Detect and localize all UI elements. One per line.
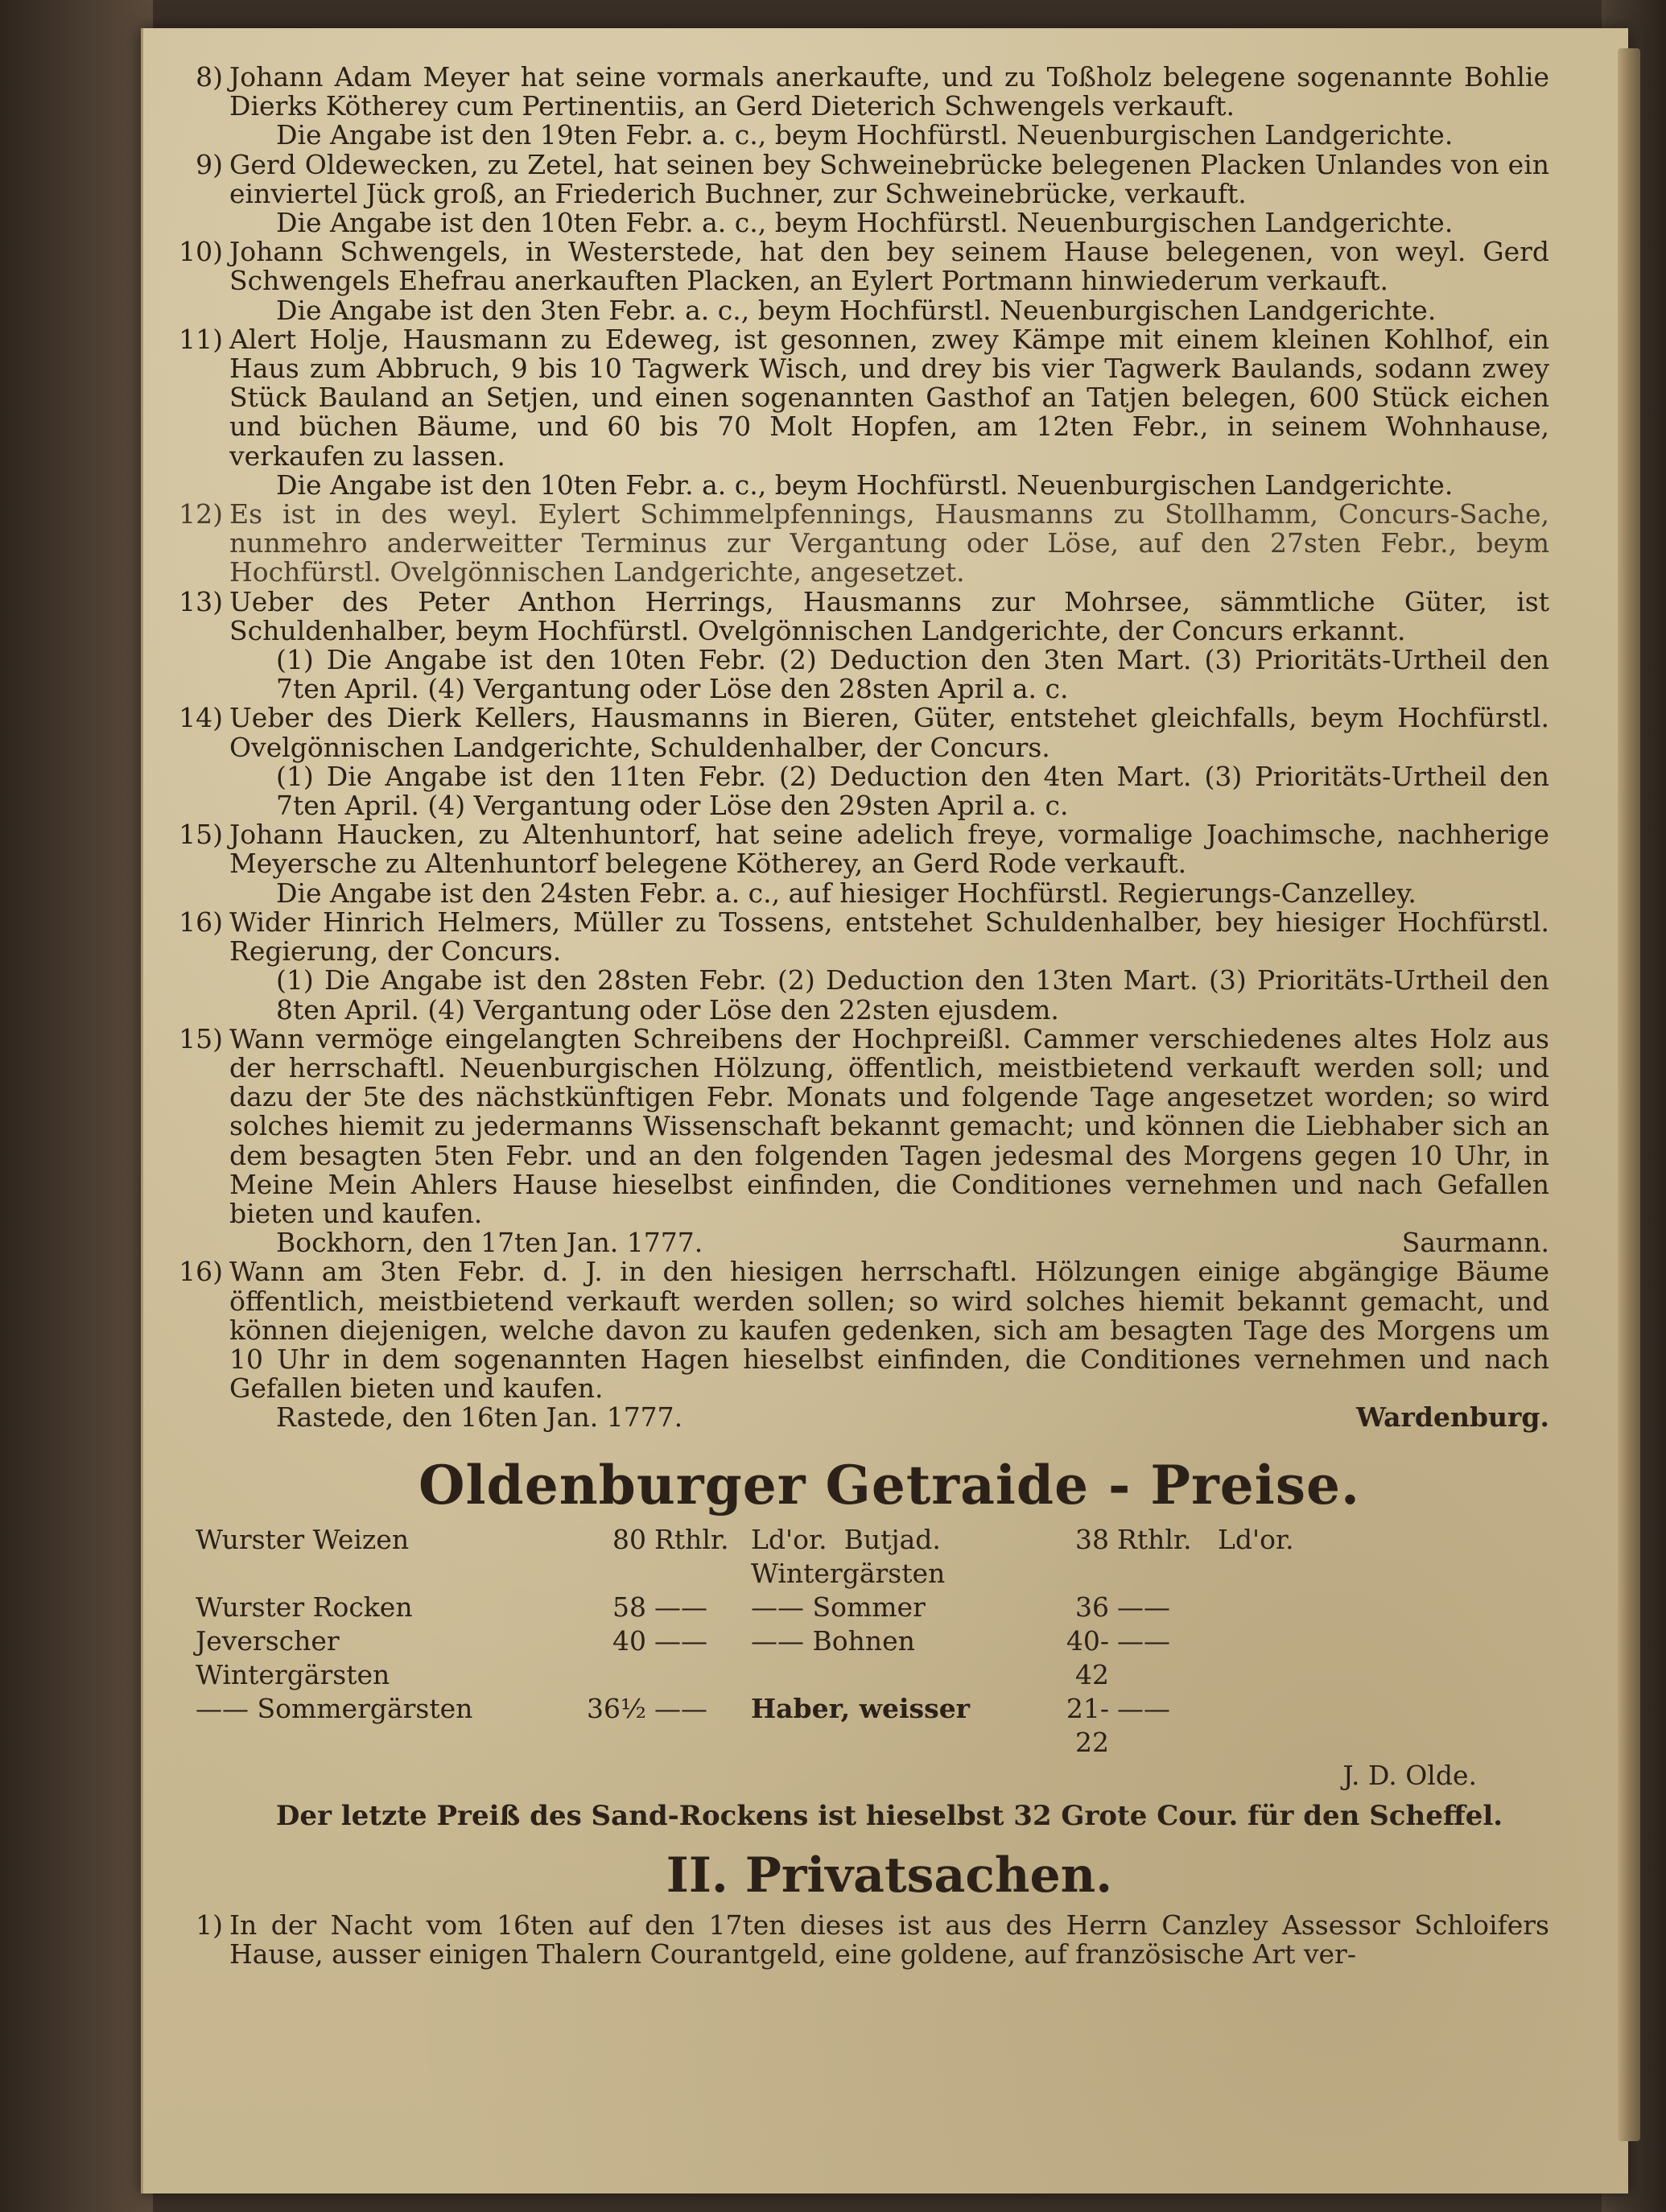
price-cell: ——: [654, 1591, 707, 1623]
entry-text: Wider Hinrich Helmers, Müller zu Tossens, entstehet Schuldenhalber, bey hiesiger Hochfürstl. Regierung, der Concurs.: [229, 906, 1549, 968]
entry-text: Ueber des Peter Anthon Herrings, Hausmanns zur Mohrsee, sämmtliche Güter, ist Schuldenhalber, beym Hochfürstl. Ovelgönnischen Landgerichte, der Concurs erkannt.: [229, 585, 1549, 646]
notice-entry-16: [179, 906, 1549, 1026]
price-cell: Haber, weisser: [751, 1692, 971, 1724]
price-cell: Butjad. Wintergärsten: [751, 1523, 946, 1589]
price-cell: 80: [612, 1523, 646, 1555]
entry-number: 16): [179, 1256, 223, 1288]
price-cell: ——: [654, 1624, 707, 1657]
entry-signature-line: [229, 1228, 1549, 1257]
entry-text: Alert Holje, Hausmann zu Edeweg, ist gesonnen, zwey Kämpe mit einem kleinen Kohlhof, ein Haus zum Abbruch, 9 bis 10 Tagwerk Wisch, und drey bis vier Tagwerk Baulands, sodann zwey Stück Bauland an Setjen, und einen sogenannten Gasthof an Tatjen belegen, 600 Stück eichen und büchen Bäume, und 60 bis 70 Molt Hopfen, am 12ten Febr., in seinem Wohnhause, verkaufen zu lassen.: [229, 323, 1549, 472]
notice-entry-16-tree-sale: [179, 1256, 1549, 1434]
entry-number: 8): [196, 61, 223, 93]
entry-number: 14): [179, 702, 223, 734]
entry-place-date: Bockhorn, den 17ten Jan. 1777.: [276, 1227, 703, 1259]
notice-entry-13: [179, 585, 1549, 705]
grain-prices-table: [196, 1523, 1549, 1760]
price-cell: ——: [1117, 1692, 1170, 1724]
entry-text: Johann Schwengels, in Westerstede, hat den bey seinem Hause belegenen, von weyl. Gerd Schwengels Ehefrau anerkauften Placken, an Eylert Portmann hinwiederum verkauft.: [229, 236, 1549, 297]
entry-statement: Die Angabe ist den 3ten Febr. a. c., beym Hochfürstl. Neuenburgischen Landgerichte.: [276, 294, 1437, 326]
entry-statement: Die Angabe ist den 24sten Febr. a. c., auf hiesiger Hochfürstl. Regierungs-Canzelley.: [276, 877, 1417, 909]
price-cell: 36½: [587, 1692, 646, 1724]
price-cell: Rthlr.: [1117, 1523, 1192, 1555]
private-matters-heading: II. Privatsachen.: [666, 1847, 1113, 1904]
entry-text: Gerd Oldewecken, zu Zetel, hat seinen bey Schweinebrücke belegenen Placken Unlandes von ein einviertel Jück groß, an Friederich Buchner, zur Schweinebrücke, verkauft.: [229, 148, 1549, 209]
entry-signature-line: [229, 1403, 1549, 1432]
entry-signer: Saurmann.: [1401, 1227, 1549, 1259]
price-cell: [1218, 1591, 1322, 1624]
entry-signer: Wardenburg.: [1355, 1401, 1549, 1434]
entry-number: 13): [179, 585, 223, 617]
grain-prices-heading: Oldenburger Getraide - Preise.: [418, 1453, 1360, 1517]
price-cell: [1218, 1624, 1322, 1692]
price-cell: 40-42: [1066, 1624, 1109, 1690]
entry-place-date: Rastede, den 16ten Jan. 1777.: [276, 1401, 683, 1434]
private-entry-1: [196, 1909, 1549, 1970]
sand-rye-price-note: Der letzte Preiß des Sand-Rockens ist hieselbst 32 Grote Cour. für den Scheffel.: [275, 1799, 1503, 1832]
price-cell: 38: [1075, 1523, 1109, 1555]
entry-text: In der Nacht vom 16ten auf den 17ten dieses ist aus des Herrn Canzley Assessor Schloifers Hause, ausser einigen Thalern Courantgeld, eine goldene, auf französische Art ver-: [229, 1909, 1549, 1970]
price-cell: 58: [612, 1591, 646, 1623]
entry-number: 9): [196, 148, 223, 180]
entry-schedule: (1) Die Angabe ist den 10ten Febr. (2) Deduction den 3ten Mart. (3) Prioritäts-Urtheil den 7ten April. (4) Vergantung oder Löse den 28sten April a. c.: [276, 644, 1549, 705]
entry-statement: Die Angabe ist den 19ten Febr. a. c., beym Hochfürstl. Neuenburgischen Landgerichte.: [276, 119, 1454, 151]
entry-statement: Die Angabe ist den 10ten Febr. a. c., beym Hochfürstl. Neuenburgischen Landgerichte.: [276, 207, 1454, 239]
price-cell: Wurster Rocken: [196, 1591, 413, 1623]
entry-text: Wann vermöge eingelangten Schreibens der Hochpreißl. Cammer verschiedenes altes Holz aus der herrschaftl. Neuenburgischen Hölzung, öffentlich, meistbietend verkauft werden soll; und dazu der 5te des nächstkünftigen Febr. Monats und folgende Tage angesetzet worden; so wird solches hiemit zu jedermanns Wissenschaft bekannt gemacht; und können die Liebhaber sich an dem besagten 5ten Febr. und an den folgenden Tagen jedesmal des Morgens gegen 10 Uhr, in Meine Mein Ahlers Hause hieselbst einfinden, die Conditiones vernehmen und nach Gefallen bieten und kaufen.: [229, 1022, 1549, 1229]
entry-text: Ueber des Dierk Kellers, Hausmanns in Bieren, Güter, entstehet gleichfalls, beym Hochfürstl. Ovelgönnischen Landgerichte, Schuldenhalber, der Concurs.: [229, 702, 1549, 763]
notice-entry-8: [196, 61, 1549, 151]
entry-number: 15): [179, 1022, 223, 1054]
entry-number: 12): [179, 498, 223, 530]
price-cell: [751, 1523, 1041, 1591]
price-unit: Ld'or.: [751, 1523, 827, 1555]
price-cell: —— Bohnen: [751, 1624, 915, 1657]
entry-number: 15): [179, 819, 223, 851]
entry-text: Johann Haucken, zu Altenhuntorf, hat seine adelich freye, vormalige Joachimsche, nachherige Meyersche zu Altenhuntorf belegene Kötherey, an Gerd Rode verkauft.: [229, 819, 1549, 880]
notice-entry-9: [196, 148, 1549, 239]
price-cell: 36: [1075, 1591, 1109, 1623]
entry-text: Es ist in des weyl. Eylert Schimmelpfennings, Hausmanns zu Stollhamm, Concurs-Sache, nunmehro anderweitter Terminus zur Vergantung oder Löse, auf den 27sten Febr., beym Hochfürstl. Ovelgönnischen Landgerichte, angesetzet.: [229, 498, 1549, 588]
notice-entry-14: [179, 702, 1549, 822]
notice-entry-10: [179, 236, 1549, 326]
price-cell: Jeverscher Wintergärsten: [196, 1624, 390, 1690]
price-cell: Wurster Weizen: [196, 1523, 410, 1555]
price-cell: 21-22: [1066, 1692, 1109, 1758]
notice-entry-11: [179, 323, 1549, 501]
entry-number: 10): [179, 236, 223, 268]
price-cell: —— Sommergärsten: [196, 1692, 473, 1724]
scan-background-left: [0, 0, 153, 2212]
price-cell: ——: [654, 1692, 707, 1724]
price-cell: 40: [612, 1624, 646, 1657]
price-cell: —— Sommer: [751, 1591, 926, 1623]
price-cell: ——: [1117, 1591, 1170, 1623]
entry-number: 16): [179, 906, 223, 938]
price-cell: Ld'or.: [1218, 1523, 1294, 1555]
price-cell: ——: [1117, 1624, 1170, 1657]
prices-signer: J. D. Olde.: [1342, 1759, 1477, 1791]
entry-schedule: (1) Die Angabe ist den 11ten Febr. (2) Deduction den 4ten Mart. (3) Prioritäts-Urtheil den 7ten April. (4) Vergantung oder Löse den 29sten April a. c.: [276, 760, 1549, 822]
price-cell: Rthlr.: [654, 1523, 729, 1555]
entry-text: Wann am 3ten Febr. d. J. in den hiesigen herrschaftl. Hölzungen einige abgängige Bäume öffentlich, meistbietend verkauft werden sollen; so wird solches hiemit bekannt gemacht, und können diejenigen, welche davon zu kaufen gedenken, sich am besagten Tage des Morgens um 10 Uhr in dem sogenannten Hagen hieselbst einfinden, die Conditiones vernehmen und nach Gefallen bieten und kaufen.: [229, 1256, 1549, 1405]
notice-entry-12: [179, 498, 1549, 588]
book-spine-edge: [1618, 48, 1640, 2141]
notice-entry-15-wood-sale: [179, 1022, 1549, 1259]
entry-schedule: (1) Die Angabe ist den 28sten Febr. (2) Deduction den 13ten Mart. (3) Prioritäts-Urtheil den 8ten April. (4) Vergantung oder Löse den 22sten ejusdem.: [276, 964, 1549, 1026]
page-content: [179, 61, 1549, 1970]
entry-number: 1): [196, 1909, 223, 1941]
price-cell: [1218, 1692, 1322, 1760]
notice-entry-15: [179, 819, 1549, 909]
entry-statement: Die Angabe ist den 10ten Febr. a. c., beym Hochfürstl. Neuenburgischen Landgerichte.: [276, 468, 1454, 501]
entry-text: Johann Adam Meyer hat seine vormals anerkaufte, und zu Toßholz belegene sogenannte Bohlie Dierks Kötherey cum Pertinentiis, an Gerd Dieterich Schwengels verkauft.: [229, 61, 1549, 122]
entry-number: 11): [179, 323, 223, 355]
